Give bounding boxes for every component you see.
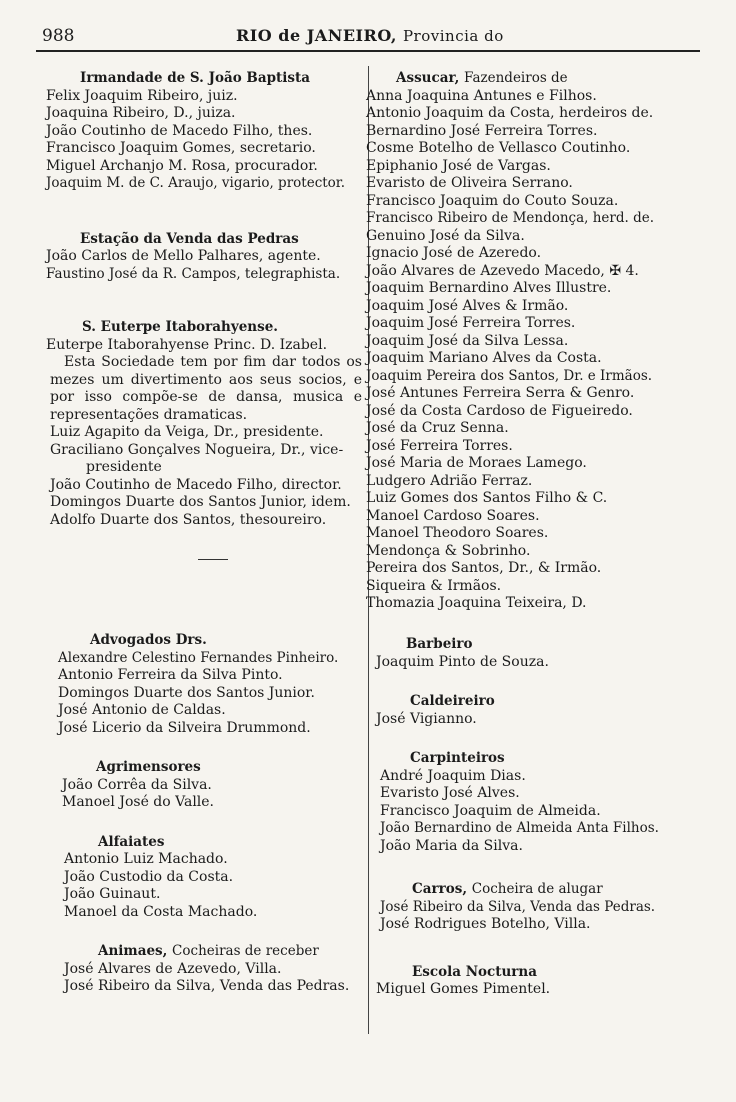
- section-separator: [198, 559, 228, 560]
- carpinteiros-line: João Bernardino de Almeida Anta Filhos.: [380, 820, 659, 836]
- advogados-line: Antonio Ferreira da Silva Pinto.: [58, 667, 283, 683]
- caldeireiro-heading: Caldeireiro: [410, 693, 495, 709]
- barbeiro-line: Joaquim Pinto de Souza.: [376, 653, 549, 670]
- assucar-line: José da Cruz Senna.: [366, 420, 509, 436]
- euterpe-heading: S. Euterpe Itaborahyense.: [82, 319, 278, 335]
- escola-heading: Escola Nocturna: [412, 963, 537, 980]
- agrimensores-heading: Agrimensores: [96, 759, 201, 775]
- euterpe-intro: Euterpe Itaborahyense Princ. D. Izabel.: [46, 336, 328, 353]
- assucar-line: Francisco Joaquim do Couto Souza.: [366, 192, 619, 209]
- assucar-line: Joaquim Bernardino Alves Illustre.: [366, 280, 612, 296]
- left-bottom-column: [58, 632, 364, 996]
- assucar-line: Bernardino José Ferreira Torres.: [366, 122, 598, 139]
- assucar-line: Ignacio José de Azeredo.: [366, 245, 542, 261]
- running-title: [236, 26, 504, 45]
- carpinteiros-line: Evaristo José Alves.: [380, 785, 520, 801]
- assucar-line: Genuino José da Silva.: [366, 227, 525, 244]
- carros-heading-rest: Cocheira de alugar: [471, 881, 603, 897]
- advogados-line: José Licerio da Silveira Drummond.: [58, 719, 311, 736]
- assucar-line: Joaquim José Ferreira Torres.: [366, 315, 576, 331]
- irmandade-line: João Coutinho de Macedo Filho, thes.: [46, 122, 313, 139]
- estacao-line: Faustino José da R. Campos, telegraphista.: [46, 265, 341, 282]
- assucar-line: Antonio Joaquim da Costa, herdeiros de.: [366, 105, 654, 121]
- assucar-line: Evaristo de Oliveira Serrano.: [366, 175, 573, 191]
- advogados-heading: Advogados Drs.: [90, 632, 207, 648]
- assucar-line: José Maria de Moraes Lamego.: [366, 455, 587, 471]
- advogados-line: Alexandre Celestino Fernandes Pinheiro.: [58, 649, 339, 666]
- page-number: 988: [42, 26, 75, 46]
- assucar-line: Joaquim José da Silva Lessa.: [366, 332, 569, 349]
- assucar-line: Thomazia Joaquina Teixeira, D.: [366, 595, 587, 611]
- advogados-line: José Antonio de Caldas.: [58, 702, 226, 718]
- animaes-heading-bold: Animaes,: [98, 943, 168, 959]
- euterpe-line: Domingos Duarte dos Santos Junior, idem.: [50, 494, 351, 510]
- right-top-column: [366, 70, 696, 613]
- alfaiates-line: Manoel da Costa Machado.: [64, 903, 258, 920]
- euterpe-paragraph: Esta Sociedade tem por fim dar todos os mezes um divertimento aos seus socios, e por isso compõe-se de dansa, musica e representações dramaticas.: [50, 354, 362, 423]
- assucar-line: Francisco Ribeiro de Mendonça, herd. de.: [366, 210, 655, 226]
- assucar-heading-rest: Fazendeiros de: [464, 70, 568, 86]
- escola-line: Miguel Gomes Pimentel.: [376, 981, 551, 997]
- agrimensores-line: Manoel José do Valle.: [62, 794, 215, 810]
- carpinteiros-line: João Maria da Silva.: [380, 837, 523, 854]
- alfaiates-line: João Custodio da Costa.: [64, 868, 234, 885]
- assucar-line: José Antunes Ferreira Serra & Genro.: [366, 385, 635, 401]
- irmandade-line: Joaquim M. de C. Araujo, vigario, protector.: [46, 175, 346, 191]
- carros-line: José Rodrigues Botelho, Villa.: [380, 916, 591, 932]
- carpinteiros-line: André Joaquim Dias.: [380, 767, 526, 784]
- irmandade-line: Miguel Archanjo M. Rosa, procurador.: [46, 157, 318, 174]
- agrimensores-line: João Corrêa da Silva.: [62, 776, 212, 793]
- irmandade-line: Felix Joaquim Ribeiro, juiz.: [46, 87, 238, 104]
- assucar-line: Cosme Botelho de Vellasco Coutinho.: [366, 140, 631, 156]
- assucar-line: Mendonça & Sobrinho.: [366, 542, 531, 559]
- carpinteiros-heading: Carpinteiros: [410, 750, 505, 766]
- caldeireiro-line: José Vigianno.: [376, 710, 477, 727]
- assucar-line: Anna Joaquina Antunes e Filhos.: [366, 87, 597, 104]
- header-rule: [36, 50, 700, 52]
- carpinteiros-line: Francisco Joaquim de Almeida.: [380, 802, 601, 819]
- assucar-heading-bold: Assucar,: [396, 70, 460, 86]
- euterpe-line: Graciliano Gonçalves Nogueira, Dr., vice-: [50, 441, 344, 458]
- alfaiates-heading: Alfaiates: [98, 833, 165, 850]
- animaes-line: José Ribeiro da Silva, Venda das Pedras.: [64, 978, 350, 994]
- page-header: [40, 26, 696, 52]
- euterpe-line: Adolfo Duarte dos Santos, thesoureiro.: [50, 511, 327, 528]
- assucar-line: Pereira dos Santos, Dr., & Irmão.: [366, 560, 602, 576]
- assucar-line: Siqueira & Irmãos.: [366, 577, 502, 594]
- euterpe-line: João Coutinho de Macedo Filho, director.: [50, 476, 342, 493]
- animaes-heading-rest: Cocheiras de receber: [172, 943, 319, 959]
- running-title-rest: Provincia do: [402, 27, 504, 45]
- assucar-heading: [366, 70, 696, 88]
- assucar-line: Joaquim José Alves & Irmão.: [366, 297, 569, 314]
- assucar-line: João Alvares de Azevedo Macedo, ✠ 4.: [366, 262, 639, 279]
- alfaiates-line: João Guinaut.: [64, 886, 161, 902]
- assucar-line: Joaquim Pereira dos Santos, Dr. e Irmãos.: [366, 367, 653, 384]
- carros-heading-bold: Carros,: [412, 881, 468, 897]
- irmandade-line: Joaquina Ribeiro, D., juiza.: [46, 105, 236, 121]
- assucar-line: Epiphanio José de Vargas.: [366, 157, 551, 174]
- assucar-line: Joaquim Mariano Alves da Costa.: [366, 350, 602, 366]
- carros-heading: [376, 881, 696, 899]
- assucar-line: Luiz Gomes dos Santos Filho & C.: [366, 490, 608, 506]
- animaes-heading: [58, 943, 364, 961]
- alfaiates-line: Antonio Luiz Machado.: [64, 851, 228, 867]
- irmandade-line: Francisco Joaquim Gomes, secretario.: [46, 140, 316, 156]
- assucar-line: Manoel Theodoro Soares.: [366, 525, 549, 541]
- assucar-line: Ludgero Adrião Ferraz.: [366, 472, 533, 489]
- estacao-line: João Carlos de Mello Palhares, agente.: [46, 248, 321, 264]
- assucar-line: José da Costa Cardoso de Figueiredo.: [366, 402, 633, 419]
- estacao-heading: Estação da Venda das Pedras: [80, 230, 299, 247]
- barbeiro-heading: Barbeiro: [406, 636, 473, 652]
- euterpe-line: Luiz Agapito da Veiga, Dr., presidente.: [50, 424, 324, 440]
- irmandade-heading: Irmandade de S. João Baptista: [80, 70, 310, 86]
- animaes-line: José Alvares de Azevedo, Villa.: [64, 960, 282, 977]
- right-bottom-column: [376, 636, 696, 999]
- carros-line: José Ribeiro da Silva, Venda das Pedras.: [380, 898, 656, 915]
- euterpe-line: presidente: [86, 459, 162, 475]
- running-title-bold: RIO de JANEIRO,: [236, 26, 397, 45]
- assucar-line: Manoel Cardoso Soares.: [366, 507, 540, 524]
- advogados-line: Domingos Duarte dos Santos Junior.: [58, 684, 315, 701]
- assucar-line: José Ferreira Torres.: [366, 437, 513, 454]
- left-top-column: [46, 70, 362, 529]
